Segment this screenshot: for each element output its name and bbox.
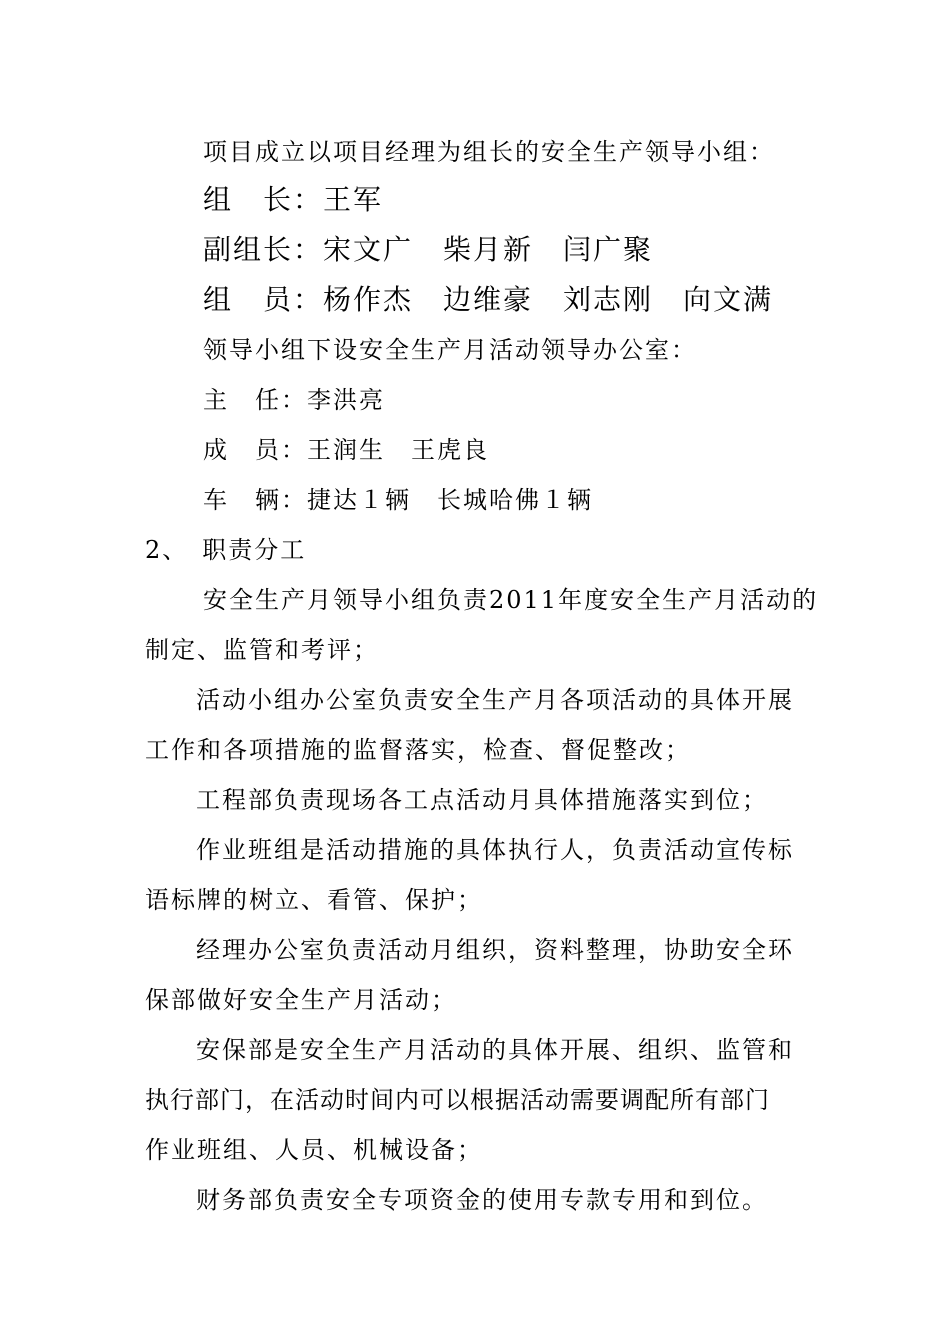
section-heading: 2、 职责分工	[145, 536, 307, 564]
duty-paragraph-line: 作业班组、人员、机械设备；	[145, 1136, 483, 1164]
duty-paragraph-line: 制定、监管和考评；	[145, 636, 379, 664]
group-members-line: 组 员：杨作杰 边维豪 刘志刚 向文满	[203, 283, 774, 316]
group-leader-line: 组 长：王军	[203, 183, 384, 216]
duty-paragraph-line: 安保部是安全生产月活动的具体开展、组织、监管和	[196, 1036, 794, 1064]
duty-paragraph-line: 作业班组是活动措施的具体执行人，负责活动宣传标	[196, 836, 794, 864]
director-line: 主 任：李洪亮	[203, 386, 385, 414]
duty-paragraph-line: 语标牌的树立、看管、保护；	[145, 886, 483, 914]
duty-paragraph-line: 活动小组办公室负责安全生产月各项活动的具体开展	[196, 686, 794, 714]
intro-leadership-group: 项目成立以项目经理为组长的安全生产领导小组：	[203, 138, 775, 166]
duty-paragraph-line: 财务部负责安全专项资金的使用专款专用和到位。	[196, 1186, 768, 1214]
duty-paragraph-line: 安全生产月领导小组负责2011年度安全生产月活动的	[203, 586, 819, 614]
members-line: 成 员：王润生 王虎良	[203, 436, 489, 464]
duty-paragraph-line: 保部做好安全生产月活动；	[145, 986, 457, 1014]
duty-paragraph-line: 工程部负责现场各工点活动月具体措施落实到位；	[196, 786, 768, 814]
vehicles-line: 车 辆：捷达１辆 长城哈佛１辆	[203, 486, 593, 514]
duty-paragraph-line: 经理办公室负责活动月组织，资料整理，协助安全环	[196, 936, 794, 964]
office-intro-line: 领导小组下设安全生产月活动领导办公室：	[203, 336, 697, 364]
duty-paragraph-line: 工作和各项措施的监督落实，检查、督促整改；	[145, 736, 691, 764]
deputy-leader-line: 副组长：宋文广 柴月新 闫广聚	[203, 233, 654, 266]
duty-paragraph-line: 执行部门，在活动时间内可以根据活动需要调配所有部门	[145, 1086, 770, 1114]
